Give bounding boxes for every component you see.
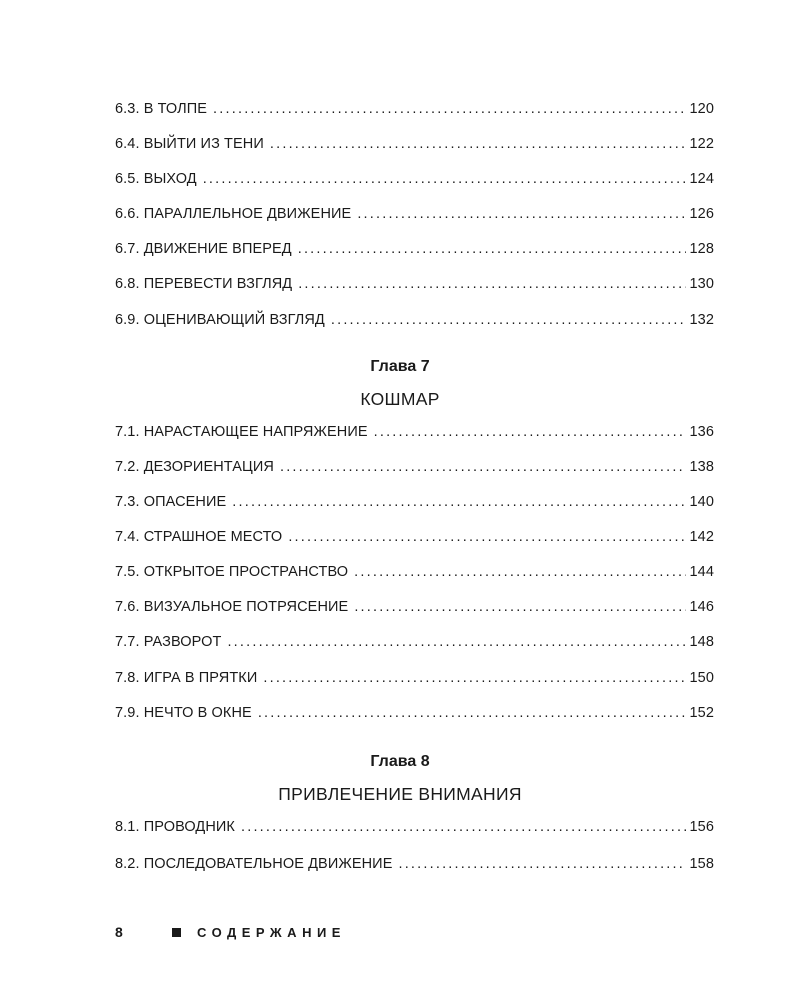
toc-entry-label: 7.6. ВИЗУАЛЬНОЕ ПОТРЯСЕНИЕ bbox=[115, 599, 349, 615]
chapter-title: ПРИВЛЕЧЕНИЕ ВНИМАНИЯ bbox=[278, 784, 522, 804]
dot-leader bbox=[213, 101, 685, 117]
toc-entry[interactable] bbox=[115, 705, 714, 725]
chapter-label: Глава 8 bbox=[370, 753, 430, 770]
dot-leader bbox=[357, 206, 685, 222]
toc-entry-label: 7.1. НАРАСТАЮЩЕЕ НАПРЯЖЕНИЕ bbox=[115, 424, 368, 440]
toc-entry-page: 140 bbox=[689, 494, 714, 510]
toc-entry[interactable] bbox=[115, 101, 714, 121]
toc-entry-page: 148 bbox=[689, 634, 714, 650]
toc-entry[interactable] bbox=[115, 819, 714, 839]
toc-entry[interactable] bbox=[115, 312, 714, 332]
toc-entry-page: 136 bbox=[689, 424, 714, 440]
toc-entry-label: 6.6. ПАРАЛЛЕЛЬНОЕ ДВИЖЕНИЕ bbox=[115, 206, 352, 222]
toc-entry-label: 7.2. ДЕЗОРИЕНТАЦИЯ bbox=[115, 459, 274, 475]
toc-entry[interactable] bbox=[115, 494, 714, 514]
toc-entry[interactable] bbox=[115, 424, 714, 444]
toc-entry-page: 138 bbox=[689, 459, 714, 475]
dot-leader bbox=[241, 819, 686, 835]
dot-leader bbox=[258, 705, 686, 721]
toc-entry[interactable] bbox=[115, 206, 714, 226]
toc-entry[interactable] bbox=[115, 856, 714, 876]
toc-entry-label: 8.1. ПРОВОДНИК bbox=[115, 819, 235, 835]
toc-entry[interactable] bbox=[115, 171, 714, 191]
toc-entry-page: 128 bbox=[689, 241, 714, 257]
toc-entry-label: 7.5. ОТКРЫТОЕ ПРОСТРАНСТВО bbox=[115, 564, 349, 580]
toc-entry-page: 146 bbox=[689, 599, 714, 615]
running-title: СОДЕРЖАНИЕ bbox=[197, 924, 346, 940]
toc-entry-page: 144 bbox=[689, 564, 714, 580]
dot-leader bbox=[331, 312, 686, 328]
dot-leader bbox=[263, 670, 685, 686]
toc-entry-label: 7.3. ОПАСЕНИЕ bbox=[115, 494, 227, 510]
toc-entry-page: 152 bbox=[689, 705, 714, 721]
toc-entry-label: 6.7. ДВИЖЕНИЕ ВПЕРЕД bbox=[115, 241, 292, 257]
chapter-label: Глава 7 bbox=[370, 358, 430, 375]
toc-entry-label: 6.3. В ТОЛПЕ bbox=[115, 101, 208, 117]
toc-entry-page: 156 bbox=[689, 819, 714, 835]
toc-entry-page: 120 bbox=[689, 101, 714, 117]
dot-leader bbox=[270, 136, 686, 152]
dot-leader bbox=[354, 599, 685, 615]
toc-entry[interactable] bbox=[115, 564, 714, 584]
dot-leader bbox=[354, 564, 685, 580]
square-bullet-icon bbox=[172, 928, 181, 937]
page-number: 8 bbox=[115, 924, 123, 940]
page-footer bbox=[115, 922, 346, 942]
toc-entry-page: 126 bbox=[689, 206, 714, 222]
toc-entry[interactable] bbox=[115, 241, 714, 261]
toc-entry-page: 150 bbox=[689, 670, 714, 686]
dot-leader bbox=[232, 494, 685, 510]
toc-entry-label: 6.5. ВЫХОД bbox=[115, 171, 197, 187]
dot-leader bbox=[298, 276, 685, 292]
dot-leader bbox=[203, 171, 686, 187]
toc-entry-page: 158 bbox=[689, 856, 714, 872]
dot-leader bbox=[298, 241, 686, 257]
toc-entry-page: 132 bbox=[689, 312, 714, 328]
dot-leader bbox=[288, 529, 685, 545]
toc-entry-label: 6.9. ОЦЕНИВАЮЩИЙ ВЗГЛЯД bbox=[115, 312, 325, 328]
chapter-title: КОШМАР bbox=[360, 389, 440, 409]
toc-entry[interactable] bbox=[115, 529, 714, 549]
toc-entry[interactable] bbox=[115, 634, 714, 654]
toc-entry-label: 8.2. ПОСЛЕДОВАТЕЛЬНОЕ ДВИЖЕНИЕ bbox=[115, 856, 393, 872]
toc-entry-page: 122 bbox=[689, 136, 714, 152]
toc-entry-label: 7.7. РАЗВОРОТ bbox=[115, 634, 222, 650]
toc-entry-page: 124 bbox=[689, 171, 714, 187]
toc-entry-label: 7.4. СТРАШНОЕ МЕСТО bbox=[115, 529, 283, 545]
toc-entry[interactable] bbox=[115, 670, 714, 690]
dot-leader bbox=[398, 856, 685, 872]
toc-entry-label: 7.8. ИГРА В ПРЯТКИ bbox=[115, 670, 258, 686]
toc-entry[interactable] bbox=[115, 276, 714, 296]
toc-entry-label: 6.8. ПЕРЕВЕСТИ ВЗГЛЯД bbox=[115, 276, 293, 292]
dot-leader bbox=[227, 634, 685, 650]
toc-entry-page: 142 bbox=[689, 529, 714, 545]
dot-leader bbox=[280, 459, 686, 475]
toc-entry-label: 7.9. НЕЧТО В ОКНЕ bbox=[115, 705, 252, 721]
toc-entry[interactable] bbox=[115, 599, 714, 619]
dot-leader bbox=[374, 424, 686, 440]
toc-entry-label: 6.4. ВЫЙТИ ИЗ ТЕНИ bbox=[115, 136, 264, 152]
toc-entry-page: 130 bbox=[689, 276, 714, 292]
toc-entry[interactable] bbox=[115, 136, 714, 156]
toc-entry[interactable] bbox=[115, 459, 714, 479]
